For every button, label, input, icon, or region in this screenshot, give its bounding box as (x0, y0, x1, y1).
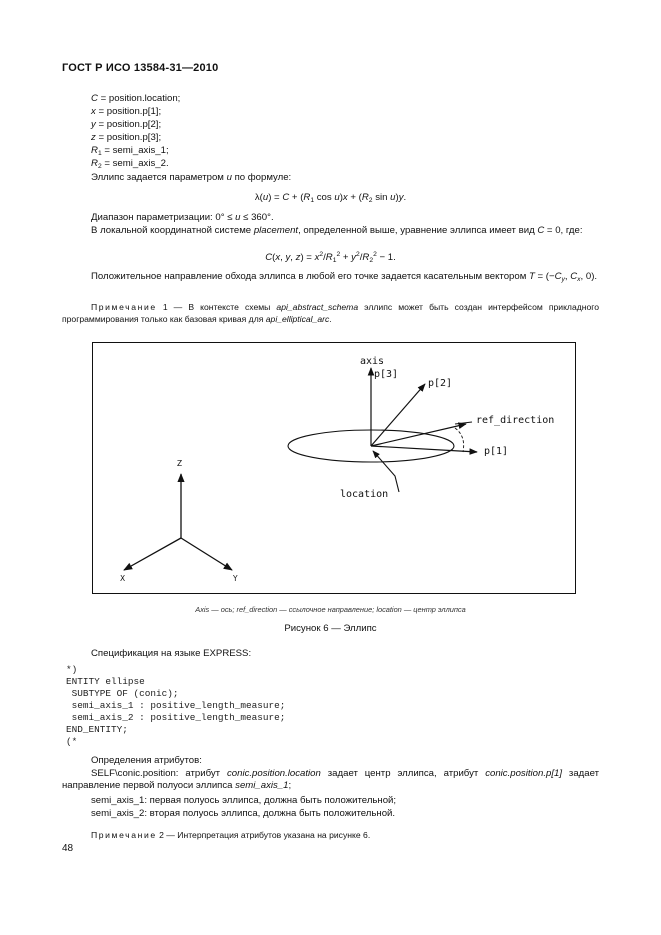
p1-vector (371, 446, 477, 452)
note-1: Примечание 1 — В контексте схемы api_abstract_schema эллипс может быть создан интерфейсом прикладного программирования только как базовая кривая для api_elliptical_arc. (62, 302, 599, 324)
express-code-line-4: semi_axis_2 : positive_length_measure; (66, 712, 286, 723)
label-y: Y (233, 574, 238, 583)
figure-caption: Рисунок 6 — Эллипс (284, 623, 377, 634)
page-number: 48 (62, 843, 74, 854)
ellipse-diagram (92, 342, 576, 594)
ellipse-equation: C(x, y, $z) = x^2/R_1^2 + y^2/R_2^2 - 1$. (265, 251, 396, 264)
label-p2: p[2] (428, 378, 453, 389)
attr-self-position: SELF\conic.position: атрибут conic.position.location задает центр эллипса, атрибут conic.position.p[1] задает направление первой полуоси эллипса semi_axis_1; (62, 768, 599, 791)
attr-semi-axis-2: semi_axis_2: вторая полуось эллипса, должна быть положительной. (91, 808, 396, 819)
label-ref-direction: ref_direction (476, 415, 555, 426)
label-axis: axis (360, 356, 385, 367)
note-2-label: Примечание (91, 830, 157, 840)
x-axis (124, 538, 181, 570)
label-location: location (340, 489, 389, 500)
def-r1: $R_1$ = semi_axis_1; (91, 145, 169, 157)
attr-semi-axis-1: semi_axis_1: первая полуось эллипса, должна быть положительной; (91, 795, 397, 806)
location-leader (373, 451, 399, 492)
express-code-line-0: *) (66, 664, 78, 675)
def-z: z = position.p[3]; (91, 132, 162, 143)
def-x: x = position.p[1]; (91, 106, 162, 117)
label-z: Z (177, 459, 183, 468)
lambda-formula: $\lambda(u) = C + (R_1$ $\cos u)x + (R_2$ sin u)y. (254, 192, 407, 204)
label-p3: p[3] (374, 369, 399, 380)
ref-direction-leader (455, 422, 472, 424)
figure-legend: Axis — ось; ref_direction — ссылочное направление; location — центр эллипса (195, 605, 466, 614)
param-range: Диапазон параметризации: 0° ≤ u ≤ 360°. (91, 212, 274, 223)
y-axis (181, 538, 232, 570)
p2-vector (371, 384, 425, 446)
param-intro: Эллипс задается параметром u по формуле: (91, 172, 292, 183)
angle-arc (455, 428, 464, 452)
express-code-line-3: semi_axis_1 : positive_length_measure; (66, 700, 286, 711)
express-code-line-6: (* (66, 736, 78, 747)
note-2 (91, 829, 370, 841)
direction-text: Положительное направление обхода эллипса в любой его точке задается касательным вектором $T = (-C_y$, $C_x$, 0). (91, 271, 598, 283)
def-y: y = position.p[2]; (91, 119, 162, 130)
def-c: C = position.location; (91, 93, 181, 104)
attributes-title: Определения атрибутов: (91, 755, 202, 766)
label-p1: p[1] (484, 446, 509, 457)
note-2-text: 2 — Интерпретация атрибутов указана на рисунке 6. (159, 830, 371, 840)
figure-ellipse (92, 342, 576, 594)
express-code-line-5: END_ENTITY; (66, 724, 128, 735)
def-r2: $R_2$ = semi_axis_2. (91, 158, 169, 170)
document-header: ГОСТ Р ИСО 13584-31—2010 (62, 62, 219, 74)
express-intro: Спецификация на языке EXPRESS: (91, 648, 252, 659)
express-code-line-1: ENTITY ellipse (66, 676, 145, 687)
label-x: X (120, 574, 126, 583)
express-code-line-2: SUBTYPE OF (conic); (66, 688, 179, 699)
local-system-text: В локальной координатной системе placement, определенной выше, уравнение эллипса имеет вид C = 0, где: (91, 225, 583, 236)
